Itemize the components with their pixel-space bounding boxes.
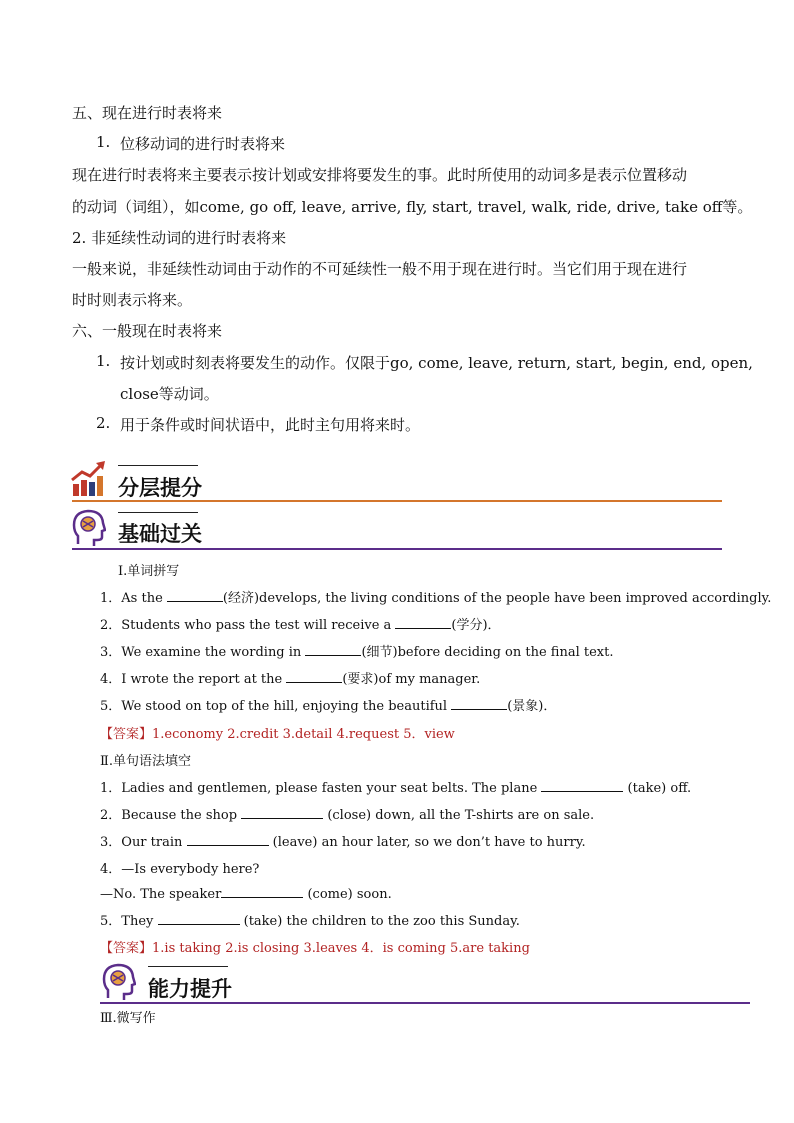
question-number: 3． bbox=[100, 835, 122, 850]
answer-blank[interactable] bbox=[187, 833, 269, 846]
answer-line-2 bbox=[100, 937, 530, 956]
title-overline bbox=[148, 966, 228, 967]
question-5: 5．We stood on top of the hill, enjoying the beautiful (景象)． bbox=[100, 699, 557, 714]
question-4: 4．—Is everybody here? bbox=[100, 862, 260, 877]
subheading-displacement-verbs: 位移动词的进行时表将来 bbox=[120, 135, 286, 153]
section-title-fenceng: 分层提分 bbox=[118, 476, 202, 500]
question-number: 1． bbox=[100, 781, 122, 796]
list-item-line: 按计划或时刻表将要发生的动作。仅限于go, come, leave, return, start, begin, end, open, bbox=[120, 354, 753, 372]
answer-blank[interactable] bbox=[221, 885, 303, 898]
list-number: 2. bbox=[96, 414, 111, 432]
paragraph-line: 时时则表示将来。 bbox=[72, 291, 193, 309]
question-number: 5． bbox=[100, 699, 122, 714]
section-title-nengli: 能力提升 bbox=[148, 977, 232, 1001]
section-title-jichu: 基础过关 bbox=[118, 522, 202, 546]
list-item-line: close等动词。 bbox=[120, 385, 219, 403]
answer-blank[interactable] bbox=[395, 616, 451, 629]
answer-text: 1.economy 2.credit 3.detail 4.request 5．view bbox=[152, 727, 455, 742]
paragraph-line: 的动词（词组），如come, go off, leave, arrive, fly, start, travel, walk, ride, drive, take off等。 bbox=[72, 198, 753, 216]
answer-blank[interactable] bbox=[286, 670, 342, 683]
head-brain-icon bbox=[72, 508, 106, 548]
answer-blank[interactable] bbox=[451, 697, 507, 710]
question-number: 1． bbox=[100, 591, 122, 606]
question-number: 4． bbox=[100, 672, 122, 687]
list-item-line: 用于条件或时间状语中，此时主句用将来时。 bbox=[120, 416, 421, 434]
section-divider bbox=[72, 500, 722, 502]
question-number: 3． bbox=[100, 645, 122, 660]
question-number: 5． bbox=[100, 914, 122, 929]
paragraph-line: 现在进行时表将来主要表示按计划或安排将要发生的事。此时所使用的动词多是表示位置移动 bbox=[72, 166, 688, 184]
question-number: 2． bbox=[100, 808, 122, 823]
question-2: 2．Because the shop (close) down, all the T-shirts are on sale. bbox=[100, 808, 595, 823]
answer-label: 【答案】 bbox=[100, 941, 153, 956]
question-3: 3．We examine the wording in (细节)before deciding on the final text. bbox=[100, 645, 614, 660]
head-brain-icon bbox=[102, 962, 136, 1002]
answer-blank[interactable] bbox=[305, 643, 361, 656]
subheading-non-durative-verbs: 2. 非延续性动词的进行时表将来 bbox=[72, 229, 287, 247]
question-number: 4． bbox=[100, 862, 122, 877]
section-divider bbox=[100, 1002, 750, 1004]
answer-label: 【答案】 bbox=[100, 727, 153, 742]
exercise-title-writing: Ⅲ.微写作 bbox=[100, 1011, 156, 1026]
question-1: 1．As the (经济)develops, the living conditions of the people have been improved accordingly. bbox=[100, 591, 772, 606]
exercise-title-grammar: Ⅱ.单句语法填空 bbox=[100, 754, 191, 769]
answer-text: 1.is taking 2.is closing 3.leaves 4．is coming 5.are taking bbox=[152, 941, 530, 956]
question-2: 2．Students who pass the test will receive a (学分)． bbox=[100, 618, 501, 633]
title-overline bbox=[118, 512, 198, 513]
section-divider bbox=[72, 548, 722, 550]
question-5: 5．They (take) the children to the zoo this Sunday. bbox=[100, 914, 520, 929]
list-number: 1. bbox=[96, 352, 111, 370]
question-3: 3．Our train (leave) an hour later, so we don’t have to hurry. bbox=[100, 835, 586, 850]
question-4: 4．I wrote the report at the (要求)of my manager. bbox=[100, 672, 481, 687]
rising-chart-icon bbox=[70, 460, 108, 498]
answer-blank[interactable] bbox=[167, 589, 223, 602]
answer-line-1 bbox=[100, 723, 455, 742]
question-number: 2． bbox=[100, 618, 122, 633]
title-overline bbox=[118, 465, 198, 466]
exercise-title-spelling: Ⅰ.单词拼写 bbox=[118, 564, 180, 579]
question-4-reply: —No. The speaker (come) soon. bbox=[100, 887, 392, 902]
section-heading-5: 五、现在进行时表将来 bbox=[72, 104, 223, 122]
answer-blank[interactable] bbox=[241, 806, 323, 819]
list-number: 1. bbox=[96, 133, 111, 151]
question-1: 1．Ladies and gentlemen, please fasten your seat belts. The plane (take) off. bbox=[100, 781, 692, 796]
paragraph-line: 一般来说，非延续性动词由于动作的不可延续性一般不用于现在进行时。当它们用于现在进行 bbox=[72, 260, 688, 278]
section-heading-6: 六、一般现在时表将来 bbox=[72, 322, 223, 340]
answer-blank[interactable] bbox=[541, 779, 623, 792]
answer-blank[interactable] bbox=[158, 912, 240, 925]
